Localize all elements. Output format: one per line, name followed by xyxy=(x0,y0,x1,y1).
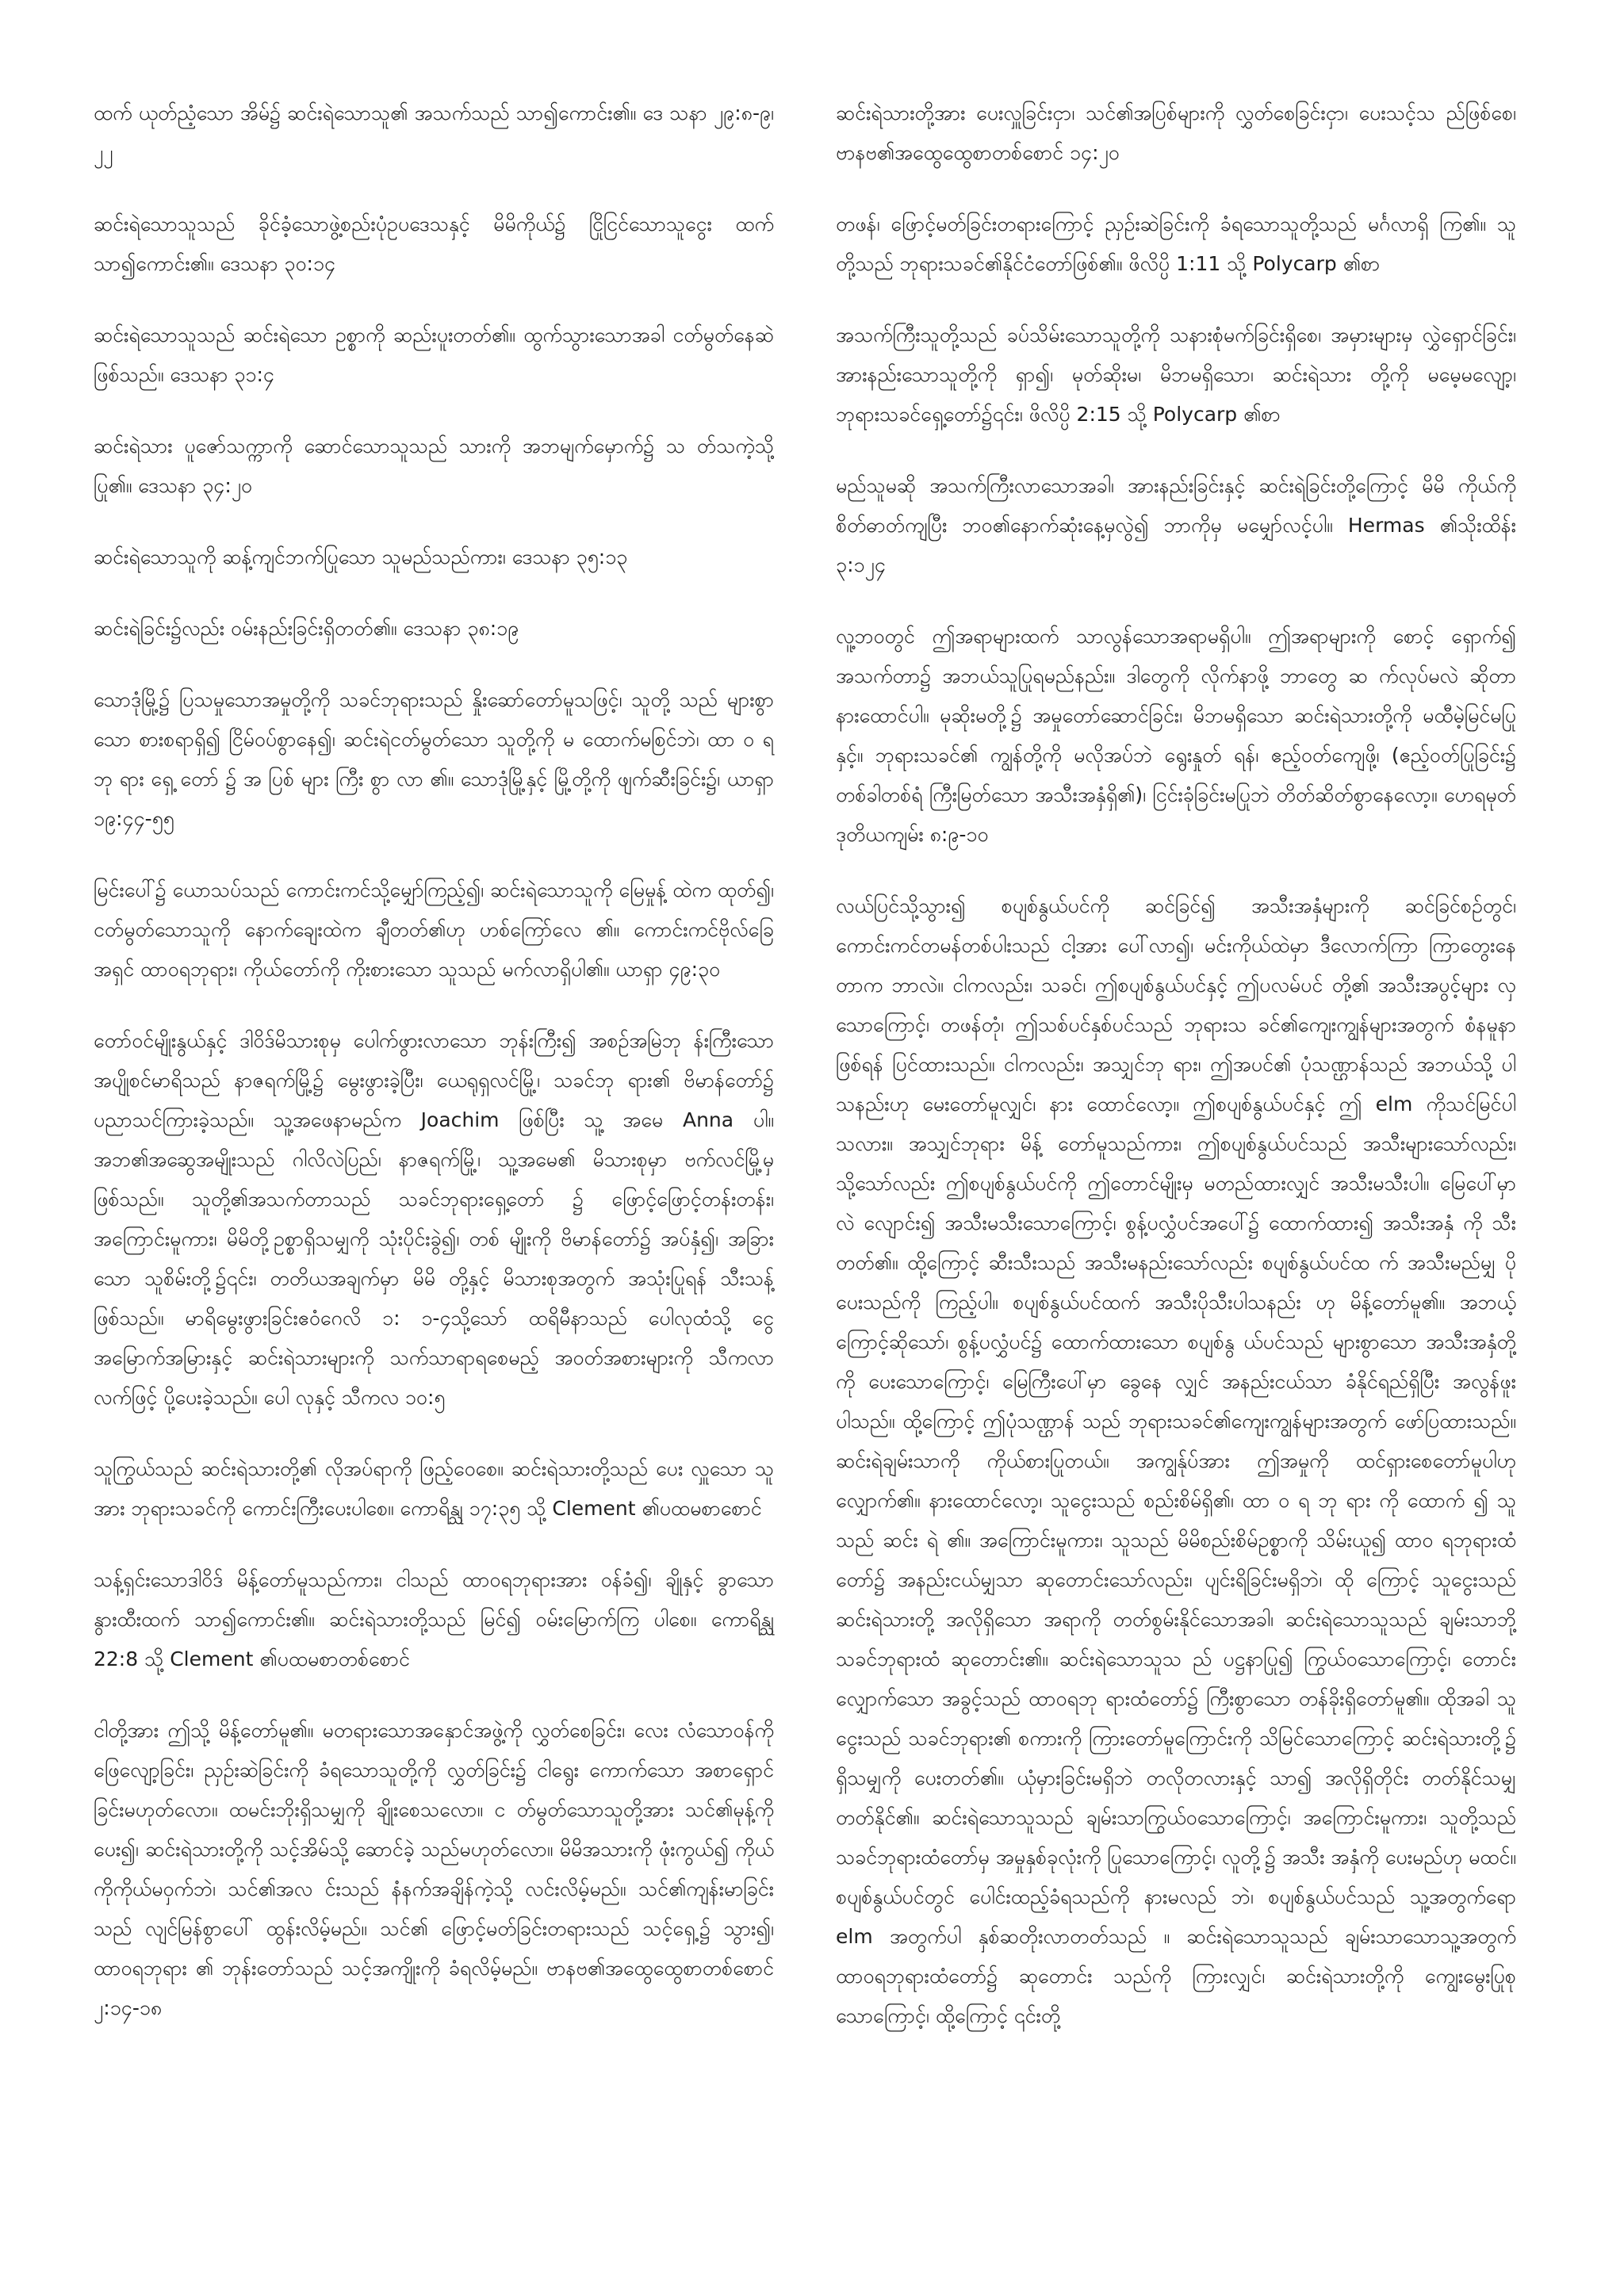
left-paragraph-10: သူကြွယ်သည် ဆင်းရဲသားတို့၏ လိုအပ်ရာကို ဖြည့်ဝေစေ။ ဆင်းရဲသားတို့သည် ပေး လှူသော သူအား ဘုရားသခင်ကို ကောင်းကြီးပေးပါစေ။ ကောရိန္သု ၁၇:၃၅ သို့ Clement ၏ပထမစာစောင် xyxy=(94,1457,774,1520)
right-paragraph-5: လူ့ဘဝတွင် ဤအရာများထက် သာလွန်သောအရာမရှိပါ။ ဤအရာများကို စောင့် ရှောက်၍ အသက်တာ၌ အဘယ်သူပြုရမည်နည်း။ ဒါတွေကို လိုက်နာဖို့ ဘာတွေ ဆ က်လုပ်မလဲ ဆိုတာ နားထောင်ပါ။ မုဆိုးမတို့၌ အမှုတော်ဆောင်ခြင်း၊ မိဘမရှိသော ဆင်းရဲသားတို့ကို မထီမဲ့မြင်မပြုနှင့်။ ဘုရားသခင်၏ ကျွန်တို့ကို မလိုအပ်ဘဲ ရွေးနှုတ် ရန်၊ ဧည့်ဝတ်ကျေဖို့၊ (ဧည့်ဝတ်ပြုခြင်း၌ တစ်ခါတစ်ရံ ကြီးမြတ်သော အသီးအနှံရှိ၏)၊ ငြင်းခုံခြင်းမပြုဘဲ တိတ်ဆိတ်စွာနေလော့။ ဟေရမုတ်ဒုတိယကျမ်း ၈:၉-၁၀ xyxy=(836,625,1516,846)
left-column xyxy=(94,94,774,2060)
left-paragraph-7: သောဒုံမြို့၌ ပြသမှုသောအမှုတို့ကို သခင်ဘုရားသည် နှိုးဆော်တော်မူသဖြင့်၊ သူတို့ သည် များစွာသော စားစရာရှိ၍ ငြိမ်ဝပ်စွာနေ၍၊ ဆင်းရဲငတ်မွတ်သော သူတို့ကို မ ထောက်မစြင်ဘဲ၊ ထာ ဝ ရ ဘု ရား ရှေ့ တော် ၌ အ ပြစ် များ ကြီး စွာ လာ ၏။ သောဒုံမြို့နှင့် မြို့တို့ကို ဖျက်ဆီးခြင်း၌၊ ယာရှာ ၁၉:၄၄-၅၅ xyxy=(94,688,774,830)
right-column xyxy=(836,94,1516,2068)
left-paragraph-3: ဆင်းရဲသောသူသည် ဆင်းရဲသော ဥစ္စာကို ဆည်းပူးတတ်၏။ ထွက်သွားသောအခါ ငတ်မွတ်နေဆဲဖြစ်သည်။ ဒေသနာ ၃၁:၄ xyxy=(94,323,774,386)
left-paragraph-5: ဆင်းရဲသောသူကို ဆန့်ကျင်ဘက်ပြုသော သူမည်သည်ကား၊ ဒေသနာ ၃၅:၁၃ xyxy=(94,545,628,568)
left-paragraph-2: ဆင်းရဲသောသူသည် ခိုင်ခံ့သောဖွဲ့စည်းပုံဥပဒေသနှင့် မိမိကိုယ်၌ ငြိုငြင်သောသူငွေး ထက် သာ၍ကောင်း၏။ ဒေသနာ ၃၀:၁၄ xyxy=(94,212,774,275)
right-paragraph-4: မည်သူမဆို အသက်ကြီးလာသောအခါ၊ အားနည်းခြင်းနှင့် ဆင်းရဲခြင်းတို့ကြောင့် မိမိ ကိုယ်ကို စိတ်ဓာတ်ကျပြီး ဘဝ၏နောက်ဆုံးနေ့မှလွဲ၍ ဘာကိုမှ မမျှော်လင့်ပါ။ Hermas ၏သိုးထိန်း ၃:၁၂၄ xyxy=(836,474,1516,576)
left-paragraph-11: သန့်ရှင်းသောဒါဝိဒ် မိန့်တော်မူသည်ကား၊ ငါသည် ထာဝရဘုရားအား ဝန်ခံ၍၊ ချိုနှင့် ခွာသော နွားထီးထက် သာ၍ကောင်း၏။ ဆင်းရဲသားတို့သည် မြင်၍ ဝမ်းမြောက်ကြ ပါစေ။ ကောရိန္သု 22:8 သို့ Clement ၏ပထမစာတစ်စောင် xyxy=(94,1568,774,1670)
left-paragraph-6: ဆင်းရဲခြင်း၌လည်း ဝမ်းနည်းခြင်းရှိတတ်၏။ ဒေသနာ ၃၈:၁၉ xyxy=(94,617,519,640)
left-paragraph-9: တော်ဝင်မျိုးနွယ်နှင့် ဒါဝိဒ်မိသားစုမှ ပေါက်ဖွားလာသော ဘုန်းကြီး၍ အစဉ်အမြဲဘု န်းကြီးသော အပျိုစင်မာရိသည် နာဇရက်မြို့၌ မွေးဖွားခဲ့ပြီး၊ ယေရုရှလင်မြို့၊ သခင်ဘု ရား၏ ဗိမာန်တော်၌ ပညာသင်ကြားခဲ့သည်။ သူ့အဖေနာမည်က Joachim ဖြစ်ပြီး သူ့ အမေ Anna ပါ။ အဘ၏အဆွေအမျိုးသည် ဂါလိလဲပြည်၊ နာဇရက်မြို့၊ သူ့အမေ၏ မိသားစုမှာ ဗက်လင်မြို့မှဖြစ်သည်။ သူတို့၏အသက်တာသည် သခင်ဘုရားရှေ့တော် ၌ ဖြောင့်ဖြောင့်တန်းတန်း၊ အကြောင်းမူကား၊ မိမိတို့ဥစ္စာရှိသမျှကို သုံးပိုင်းခွဲ၍၊ တစ် မျိုးကို ဗိမာန်တော်၌ အပ်နှံ၍၊ အခြားသော သူစိမ်းတို့၌၎င်း၊ တတိယအချက်မှာ မိမိ တို့နှင့် မိသားစုအတွက် အသုံးပြုရန် သီးသန့်ဖြစ်သည်။ မာရိမွေးဖွားခြင်းဧဝံဂေလိ ၁: ၁-၄သို့သော် ထရိမီနာသည် ပေါလုထံသို့ ငွေအမြောက်အမြားနှင့် ဆင်းရဲသားများကို သက်သာရာရစေမည့် အဝတ်အစားများကို သီကလာလက်ဖြင့် ပို့ပေးခဲ့သည်။ ပေါ လုနှင့် သီကလ ၁၀:၅ xyxy=(94,1029,774,1409)
left-paragraph-4: ဆင်းရဲသား ပူဇော်သက္ကာကို ဆောင်သောသူသည် သားကို အဘမျက်မှောက်၌ သ တ်သကဲ့သို့ပြု၏။ ဒေသနာ ၃၄:၂၀ xyxy=(94,434,774,497)
left-paragraph-8: မြင်းပေါ်၌ ယောသပ်သည် ကောင်းကင်သို့မျှော်ကြည့်၍၊ ဆင်းရဲသောသူကို မြေမှုန့် ထဲက ထုတ်၍၊ ငတ်မွတ်သောသူကို နောက်ချေးထဲက ချီတတ်၏ဟု ဟစ်ကြော်လေ ၏။ ကောင်းကင်ဗိုလ်ခြေအရှင် ထာဝရဘုရား၊ ကိုယ်တော်ကို ကိုးစားသော သူသည် မက်လာရှိပါ၏။ ယာရှာ ၄၉:၃၀ xyxy=(94,878,774,981)
right-paragraph-6: လယ်ပြင်သို့သွား၍ စပျစ်နွယ်ပင်ကို ဆင်ခြင်၍ အသီးအနှံများကို ဆင်ခြင်စဉ်တွင်၊ ကောင်းကင်တမန်တစ်ပါးသည် ငါ့အား ပေါ်လာ၍၊ မင်းကိုယ်ထဲမှာ ဒီလောက်ကြာ ကြာတွေးနေတာက ဘာလဲ။ ငါကလည်း၊ သခင်၊ ဤစပျစ်နွယ်ပင်နှင့် ဤပလမ်ပင် တို့၏ အသီးအပွင့်များ လှသောကြောင့်၊ တဖန်တုံ၊ ဤသစ်ပင်နှစ်ပင်သည် ဘုရားသ ခင်၏ကျေးကျွန်များအတွက် စံနမူနာဖြစ်ရန် ပြင်ထားသည်။ ငါကလည်း၊ အသျှင်ဘု ရား၊ ဤအပင်၏ ပုံသဏ္ဌာန်သည် အဘယ်သို့ ပါသနည်းဟု မေးတော်မူလျှင်၊ နား ထောင်လော့။ ဤစပျစ်နွယ်ပင်နှင့် ဤ elm ကိုသင်မြင်ပါသလား။ အသျှင်ဘုရား မိန့် တော်မူသည်ကား၊ ဤစပျစ်နွယ်ပင်သည် အသီးများသော်လည်း၊ သို့သော်လည်း ဤစပျစ်နွယ်ပင်ကို ဤတောင်မျိုးမှ မတည်ထားလျှင် အသီးမသီးပါ။ မြေပေါ်မှာ လဲ လျောင်း၍ အသီးမသီးသောကြောင့်၊ စွန့်ပလွှံပင်အပေါ်၌ ထောက်ထား၍ အသီးအနှံ ကို သီးတတ်၏။ ထို့ကြောင့် ဆီးသီးသည် အသီးမနည်းသော်လည်း စပျစ်နွယ်ပင်ထ က် အသီးမည်မျှ ပိုပေးသည်ကို ကြည့်ပါ။ စပျစ်နွယ်ပင်ထက် အသီးပိုသီးပါသနည်း ဟု မိန့်တော်မူ၏။ အဘယ့်ကြောင့်ဆိုသော်၊ စွန့်ပလွှံပင်၌ ထောက်ထားသော စပျစ်နွ ယ်ပင်သည် များစွာသော အသီးအနှံတို့ကို ပေးသောကြောင့်၊ မြေကြီးပေါ်မှာ ခွေနေ လျှင် အနည်းငယ်သာ ခံနိုင်ရည်ရှိပြီး အလွန်ဖူးပါသည်။ ထို့ကြောင့် ဤပုံသဏ္ဌာန် သည် ဘုရားသခင်၏ကျေးကျွန်များအတွက် ဖော်ပြထားသည်။ ဆင်းရဲချမ်းသာကို ကိုယ်စားပြုတယ်။ အကျွန်ုပ်အား ဤအမှုကို ထင်ရှားစေတော်မူပါဟု လျှောက်၏။ နားထောင်လော့၊ သူငွေးသည် စည်းစိမ်ရှိ၏၊ ထာ ဝ ရ ဘု ရား ကို ထောက် ၍ သူ သည် ဆင်း ရဲ ၏။ အကြောင်းမူကား၊ သူသည် မိမိစည်းစိမ်ဥစ္စာကို သိမ်းယူ၍ ထာဝ ရဘုရားထံတော်၌ အနည်းငယ်မျှသာ ဆုတောင်းသော်လည်း၊ ပျင်းရိခြင်းမရှိဘဲ၊ ထို ကြောင့် သူငွေးသည် ဆင်းရဲသားတို့ အလိုရှိသော အရာကို တတ်စွမ်းနိုင်သောအခါ၊ ဆင်းရဲသောသူသည် ချမ်းသာဘို့ သခင်ဘုရားထံ ဆုတောင်း၏။ ဆင်းရဲသောသူသ ည် ပဋ္ဌနာပြု၍ ကြွယ်ဝသောကြောင့်၊ တောင်းလျှောက်သော အခွင့်သည် ထာဝရဘု ရားထံတော်၌ ကြီးစွာသော တန်ခိုးရှိတော်မူ၏။ ထိုအခါ သူငွေးသည် သခင်ဘုရား၏ စကားကို ကြားတော်မူကြောင်းကို သိမြင်သောကြောင့် ဆင်းရဲသားတို့၌ ရှိသမျှကို ပေးတတ်၏။ ယုံမှားခြင်းမရှိဘဲ တလိုတလားနှင့် သာ၍ အလိုရှိတိုင်း တတ်နိုင်သမျှ တတ်နိုင်၏။ ဆင်းရဲသောသူသည် ချမ်းသာကြွယ်ဝသောကြောင့်၊ အကြောင်းမူကား၊ သူတို့သည် သခင်ဘုရားထံတော်မှ အမှုနှစ်ခုလုံးကို ပြုသောကြောင့်၊ လူတို့၌ အသီး အနှံကို ပေးမည်ဟု မထင်။ စပျစ်နွယ်ပင်တွင် ပေါင်းထည့်ခံရသည်ကို နားမလည် ဘဲ၊ စပျစ်နွယ်ပင်သည် သူ့အတွက်ရော elm အတွက်ပါ နှစ်ဆတိုးလာတတ်သည် ။ ဆင်းရဲသောသူသည် ချမ်းသာသောသူ့အတွက် ထာဝရဘုရားထံတော်၌ ဆုတောင်း သည်ကို ကြားလျှင်၊ ဆင်းရဲသားတို့ကို ကျွေးမွေးပြုစုသောကြောင့်၊ ထို့ကြောင့် ၎င်းတို့ xyxy=(836,894,1516,2027)
left-paragraph-1: ထက် ယုတ်ညံ့သော အိမ်၌ ဆင်းရဲသောသူ၏ အသက်သည် သာ၍ကောင်း၏။ ဒေ သနာ ၂၉:၈-၉၊၂၂ xyxy=(94,101,774,164)
right-paragraph-2: တဖန်၊ ဖြောင့်မတ်ခြင်းတရားကြောင့် ညှဉ်းဆဲခြင်းကို ခံရသောသူတို့သည် မင်္ဂလာရှိ ကြ၏။ သူတို့သည် ဘုရားသခင်၏နိုင်ငံတော်ဖြစ်၏။ ဖိလိပ္ပိ 1:11 သို့ Polycarp ၏စာ xyxy=(836,212,1516,275)
right-paragraph-1: ဆင်းရဲသားတို့အား ပေးလှူခြင်းငှာ၊ သင်၏အပြစ်များကို လွှတ်စေခြင်းငှာ၊ ပေးသင့်သ ည်ဖြစ်စေ၊ ဗာနဗ၏အထွေထွေစာတစ်စောင် ၁၄:၂၀ xyxy=(836,101,1516,164)
left-paragraph-12: ငါတို့အား ဤသို့ မိန့်တော်မူ၏။ မတရားသောအနှောင်အဖွဲ့ကို လွှတ်စေခြင်း၊ လေး လံသောဝန်ကို ဖြေလျော့ခြင်း၊ ညှဉ်းဆဲခြင်းကို ခံရသောသူတို့ကို လွှတ်ခြင်း၌ ငါရွေး ကောက်သော အစာရှောင်ခြင်းမဟုတ်လော။ ထမင်းဘိုးရှိသမျှကို ချိုးစေသလော။ င တ်မွတ်သောသူတို့အား သင်၏မုန့်ကိုပေး၍၊ ဆင်းရဲသားတို့ကို သင့်အိမ်သို့ ဆောင်ခဲ့ သည်မဟုတ်လော။ မိမိအသားကို ဖုံးကွယ်၍ ကိုယ်ကိုကိုယ်မဝှက်ဘဲ၊ သင်၏အလ င်းသည် နံနက်အချိန်ကဲ့သို့ လင်းလိမ့်မည်။ သင်၏ကျန်းမာခြင်းသည် လျင်မြန်စွာပေါ် ထွန်းလိမ့်မည်။ သင်၏ ဖြောင့်မတ်ခြင်းတရားသည် သင့်ရှေ့၌ သွား၍၊ ထာဝရဘုရား ၏ ဘုန်းတော်သည် သင့်အကျိုးကို ခံရလိမ့်မည်။ ဗာနဗ၏အထွေထွေစာတစ်စောင် ၂:၁၄-၁၈ xyxy=(94,1719,774,2019)
right-paragraph-3: အသက်ကြီးသူတို့သည် ခပ်သိမ်းသောသူတို့ကို သနားစုံမက်ခြင်းရှိစေ၊ အမှားများမှ လွှဲရှောင်ခြင်း၊ အားနည်းသောသူတို့ကို ရှာ၍၊ မုတ်ဆိုးမ၊ မိဘမရှိသော၊ ဆင်းရဲသား တို့ကို မမေ့မလျော့၊ ဘုရားသခင်ရှေ့တော်၌၎င်း၊ ဖိလိပ္ပိ 2:15 သို့ Polycarp ၏စာ xyxy=(836,323,1516,426)
